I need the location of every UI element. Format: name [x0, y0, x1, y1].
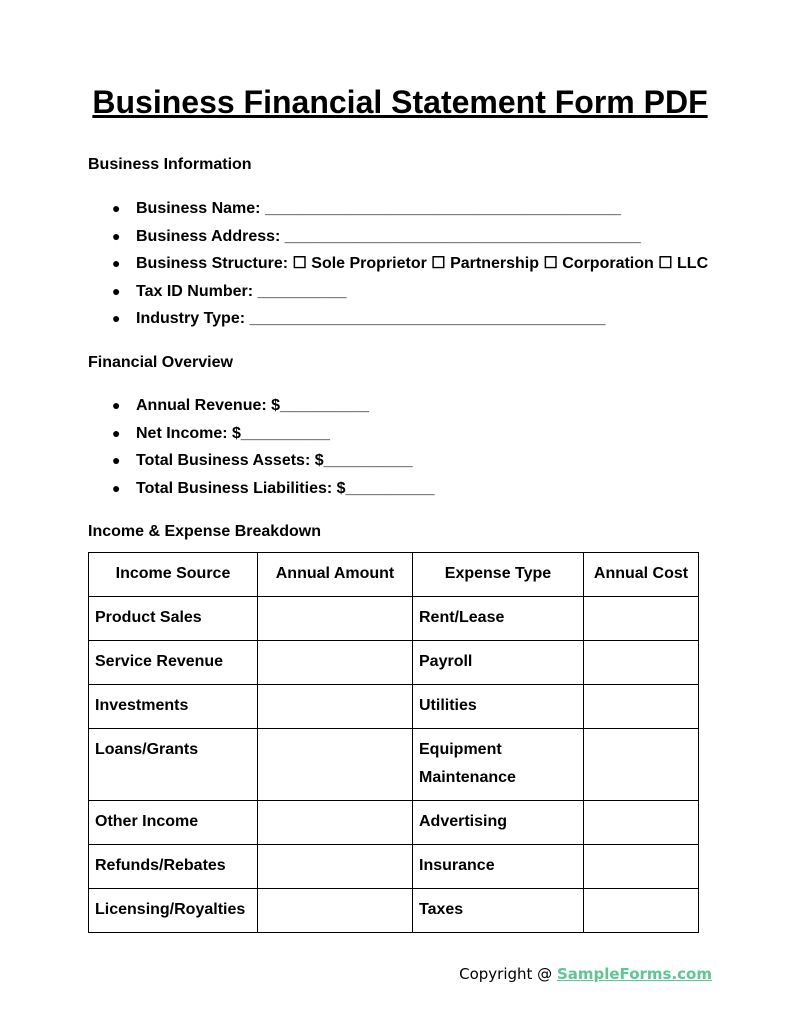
- label-cell: Product Sales: [89, 597, 258, 641]
- column-header: Annual Cost: [584, 553, 699, 597]
- label-cell: Refunds/Rebates: [89, 845, 258, 889]
- list-item: ● Total Business Liabilities: $__________: [88, 475, 435, 503]
- label-cell: Licensing/Royalties: [89, 889, 258, 933]
- amount-cell[interactable]: [584, 889, 699, 933]
- label-cell: Advertising: [413, 801, 584, 845]
- list-item: ● Business Address: ________________________________________: [88, 223, 708, 251]
- amount-cell[interactable]: [258, 889, 413, 933]
- footer-copyright: Copyright @ SampleForms.com: [459, 965, 712, 983]
- label-cell: Other Income: [89, 801, 258, 845]
- amount-cell[interactable]: [258, 729, 413, 801]
- label-cell: Insurance: [413, 845, 584, 889]
- label-cell: Equipment Maintenance: [413, 729, 584, 801]
- column-header: Expense Type: [413, 553, 584, 597]
- financial-overview-list: [88, 392, 435, 502]
- label-cell: Taxes: [413, 889, 584, 933]
- amount-cell[interactable]: [258, 597, 413, 641]
- income-expense-table: [88, 552, 699, 933]
- amount-cell[interactable]: [584, 845, 699, 889]
- list-item: ● Annual Revenue: $__________: [88, 392, 435, 420]
- column-header: Annual Amount: [258, 553, 413, 597]
- bullet-icon: ●: [112, 255, 121, 271]
- list-item: ● Business Name: ________________________________________: [88, 195, 708, 223]
- amount-cell[interactable]: [584, 801, 699, 845]
- page-title: Business Financial Statement Form PDF: [92, 84, 708, 120]
- section-heading-financial-overview: Financial Overview: [88, 354, 233, 371]
- section-heading-breakdown: Income & Expense Breakdown: [88, 523, 321, 540]
- label-cell: Service Revenue: [89, 641, 258, 685]
- bullet-icon: ●: [112, 200, 121, 216]
- table-row: [89, 641, 699, 685]
- business-info-list: [88, 195, 708, 333]
- bullet-icon: ●: [112, 479, 121, 496]
- bullet-icon: ●: [112, 227, 121, 244]
- list-item: ● Total Business Assets: $__________: [88, 447, 435, 475]
- list-item: ● Tax ID Number: __________: [88, 278, 708, 306]
- bullet-icon: ●: [112, 397, 121, 413]
- label-cell: Investments: [89, 685, 258, 729]
- label-cell: Utilities: [413, 685, 584, 729]
- amount-cell[interactable]: [258, 801, 413, 845]
- amount-cell[interactable]: [258, 845, 413, 889]
- table-row: [89, 597, 699, 641]
- table-row: [89, 801, 699, 845]
- amount-cell[interactable]: [258, 641, 413, 685]
- bullet-icon: ●: [112, 310, 121, 326]
- list-item: ● Net Income: $__________: [88, 420, 435, 448]
- amount-cell[interactable]: [584, 597, 699, 641]
- table-row: [89, 889, 699, 933]
- amount-cell[interactable]: [258, 685, 413, 729]
- list-item: ● Business Structure: ☐ Sole Proprietor ☐ Partnership ☐ Corporation ☐ LLC: [88, 250, 708, 278]
- label-cell: Rent/Lease: [413, 597, 584, 641]
- label-cell: Payroll: [413, 641, 584, 685]
- amount-cell[interactable]: [584, 729, 699, 801]
- bullet-icon: ●: [112, 282, 121, 299]
- section-heading-business-info: Business Information: [88, 156, 252, 173]
- bullet-icon: ●: [112, 424, 121, 441]
- sampleforms-link[interactable]: SampleForms.com: [556, 965, 712, 983]
- column-header: Income Source: [89, 553, 258, 597]
- label-cell: Loans/Grants: [89, 729, 258, 801]
- amount-cell[interactable]: [584, 641, 699, 685]
- amount-cell[interactable]: [584, 685, 699, 729]
- table-row: [89, 729, 699, 801]
- table-row: [89, 845, 699, 889]
- list-item: ● Industry Type: ________________________________________: [88, 305, 708, 333]
- table-header-row: [89, 553, 699, 597]
- table-row: [89, 685, 699, 729]
- bullet-icon: ●: [112, 452, 121, 468]
